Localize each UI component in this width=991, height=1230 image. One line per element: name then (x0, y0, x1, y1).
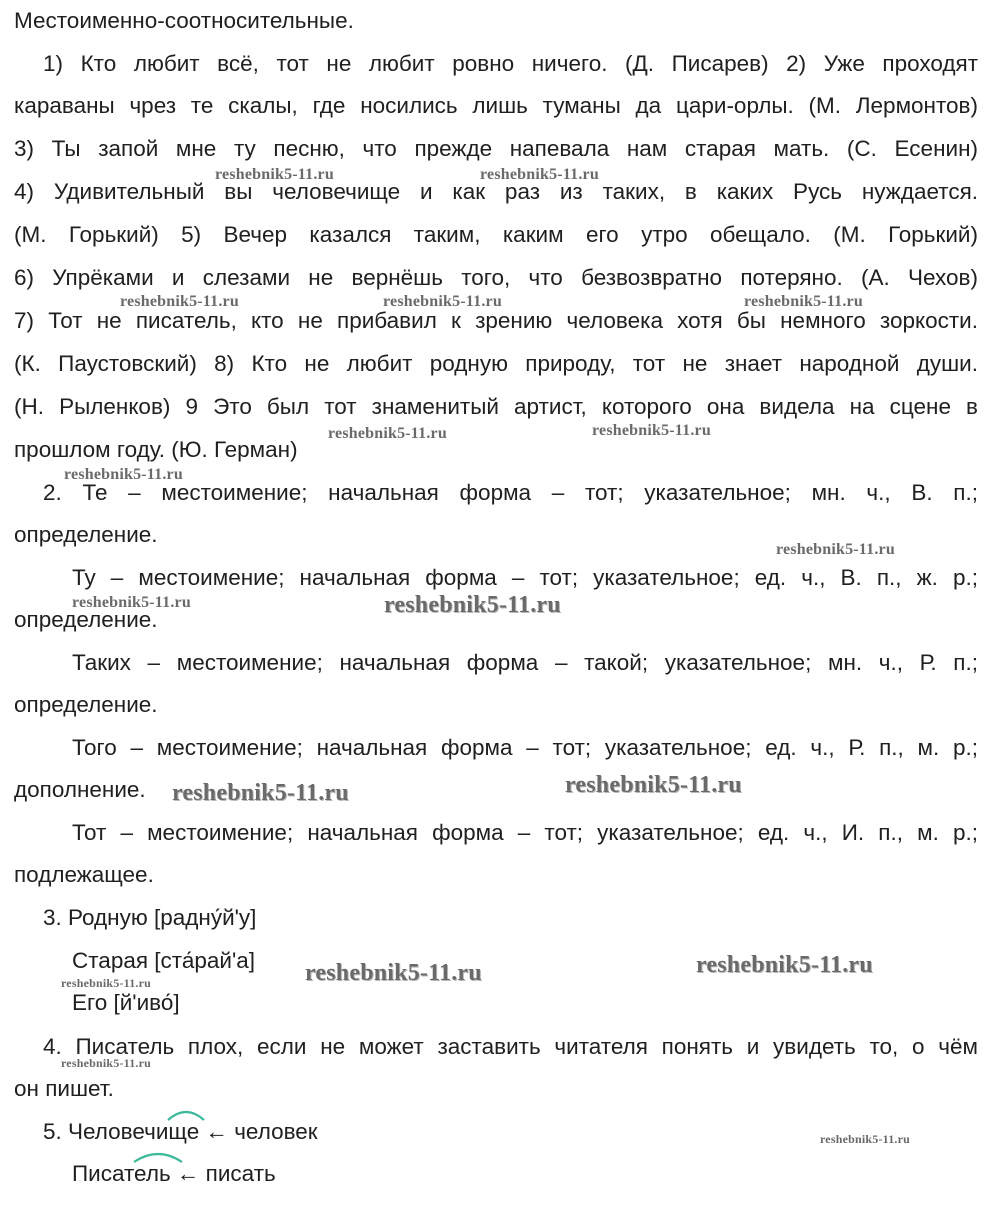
watermark: reshebnik5-11.ru (565, 772, 742, 798)
analysis-takih: Таких – местоимение; начальная форма – такой; указательное; мн. ч., Р. п.; (72, 650, 978, 675)
watermark: reshebnik5-11.ru (172, 780, 349, 806)
analysis-togo: Того – местоимение; начальная форма – тот; указательное; ед. ч., Р. п., м. р.; (72, 735, 978, 760)
word-formation-pisatel: Писатель ← писать (72, 1161, 276, 1186)
sentence-line: 6) Упрёками и слезами не вернёшь того, что безвозвратно потеряно. (А. Чехов) (14, 265, 978, 290)
sentence-line: (К. Паустовский) 8) Кто не любит родную природу, тот не знает народной души. (14, 351, 978, 376)
task4-line: он пишет. (14, 1076, 114, 1101)
analysis-tu-role: определение. (14, 607, 158, 632)
watermark: reshebnik5-11.ru (64, 466, 183, 483)
watermark: reshebnik5-11.ru (328, 425, 447, 442)
watermark: reshebnik5-11.ru (744, 293, 863, 310)
watermark: reshebnik5-11.ru (383, 293, 502, 310)
watermark: reshebnik5-11.ru (72, 594, 191, 611)
analysis-takih-role: определение. (14, 692, 158, 717)
analysis-tot-role: подлежащее. (14, 862, 154, 887)
watermark: reshebnik5-11.ru (305, 960, 482, 986)
watermark: reshebnik5-11.ru (776, 541, 895, 558)
analysis-tot: Тот – местоимение; начальная форма – тот; указательное; ед. ч., И. п., м. р.; (72, 820, 978, 845)
sentence-line: 3) Ты запой мне ту песню, что прежде напевала нам старая мать. (С. Есенин) (14, 136, 978, 161)
analysis-te-role: определение. (14, 522, 158, 547)
section-heading: Местоименно-соотносительные. (14, 8, 354, 33)
sentence-line: караваны чрез те скалы, где носились лишь туманы да цари-орлы. (М. Лермонтов) (14, 93, 978, 118)
watermark: reshebnik5-11.ru (696, 952, 873, 978)
suffix-arc-ishch (166, 1106, 206, 1122)
sentence-line: (Н. Рыленков) 9 Это был тот знаменитый артист, которого она видела на сцене в (14, 394, 978, 419)
sentence-line: 1) Кто любит всё, тот не любит ровно ничего. (Д. Писарев) 2) Уже проходят (43, 51, 978, 76)
transcription-staraya: Старая [ста́рай'а] (72, 948, 255, 973)
transcription-rodnuyu: 3. Родную [радну́й'у] (43, 905, 257, 930)
analysis-tu: Ту – местоимение; начальная форма – тот; указательное; ед. ч., В. п., ж. р.; (72, 565, 978, 590)
word-formation-chelovechische: 5. Человечище ← человек (43, 1119, 318, 1144)
task4-line: 4. Писатель плох, если не может заставить читателя понять и увидеть то, о чём (43, 1034, 978, 1059)
sentence-line: прошлом году. (Ю. Герман) (14, 437, 298, 462)
sentence-line: 4) Удивительный вы человечище и как раз из таких, в каких Русь нуждается. (14, 179, 978, 204)
transcription-ego: Его [й'иво́] (72, 990, 180, 1015)
watermark: reshebnik5-11.ru (480, 166, 599, 183)
analysis-togo-role: дополнение. (14, 777, 146, 802)
suffix-arc-tel (132, 1148, 184, 1164)
sentence-line: 7) Тот не писатель, кто не прибавил к зрению человека хотя бы немного зоркости. (14, 308, 978, 333)
analysis-te: 2. Те – местоимение; начальная форма – тот; указательное; мн. ч., В. п.; (43, 480, 978, 505)
watermark: reshebnik5-11.ru (820, 1132, 910, 1146)
watermark: reshebnik5-11.ru (61, 976, 151, 990)
watermark: reshebnik5-11.ru (61, 1056, 151, 1070)
watermark: reshebnik5-11.ru (384, 592, 561, 618)
watermark: reshebnik5-11.ru (592, 422, 711, 439)
sentence-line: (М. Горький) 5) Вечер казался таким, каким его утро обещало. (М. Горький) (14, 222, 978, 247)
watermark: reshebnik5-11.ru (120, 293, 239, 310)
watermark: reshebnik5-11.ru (215, 166, 334, 183)
